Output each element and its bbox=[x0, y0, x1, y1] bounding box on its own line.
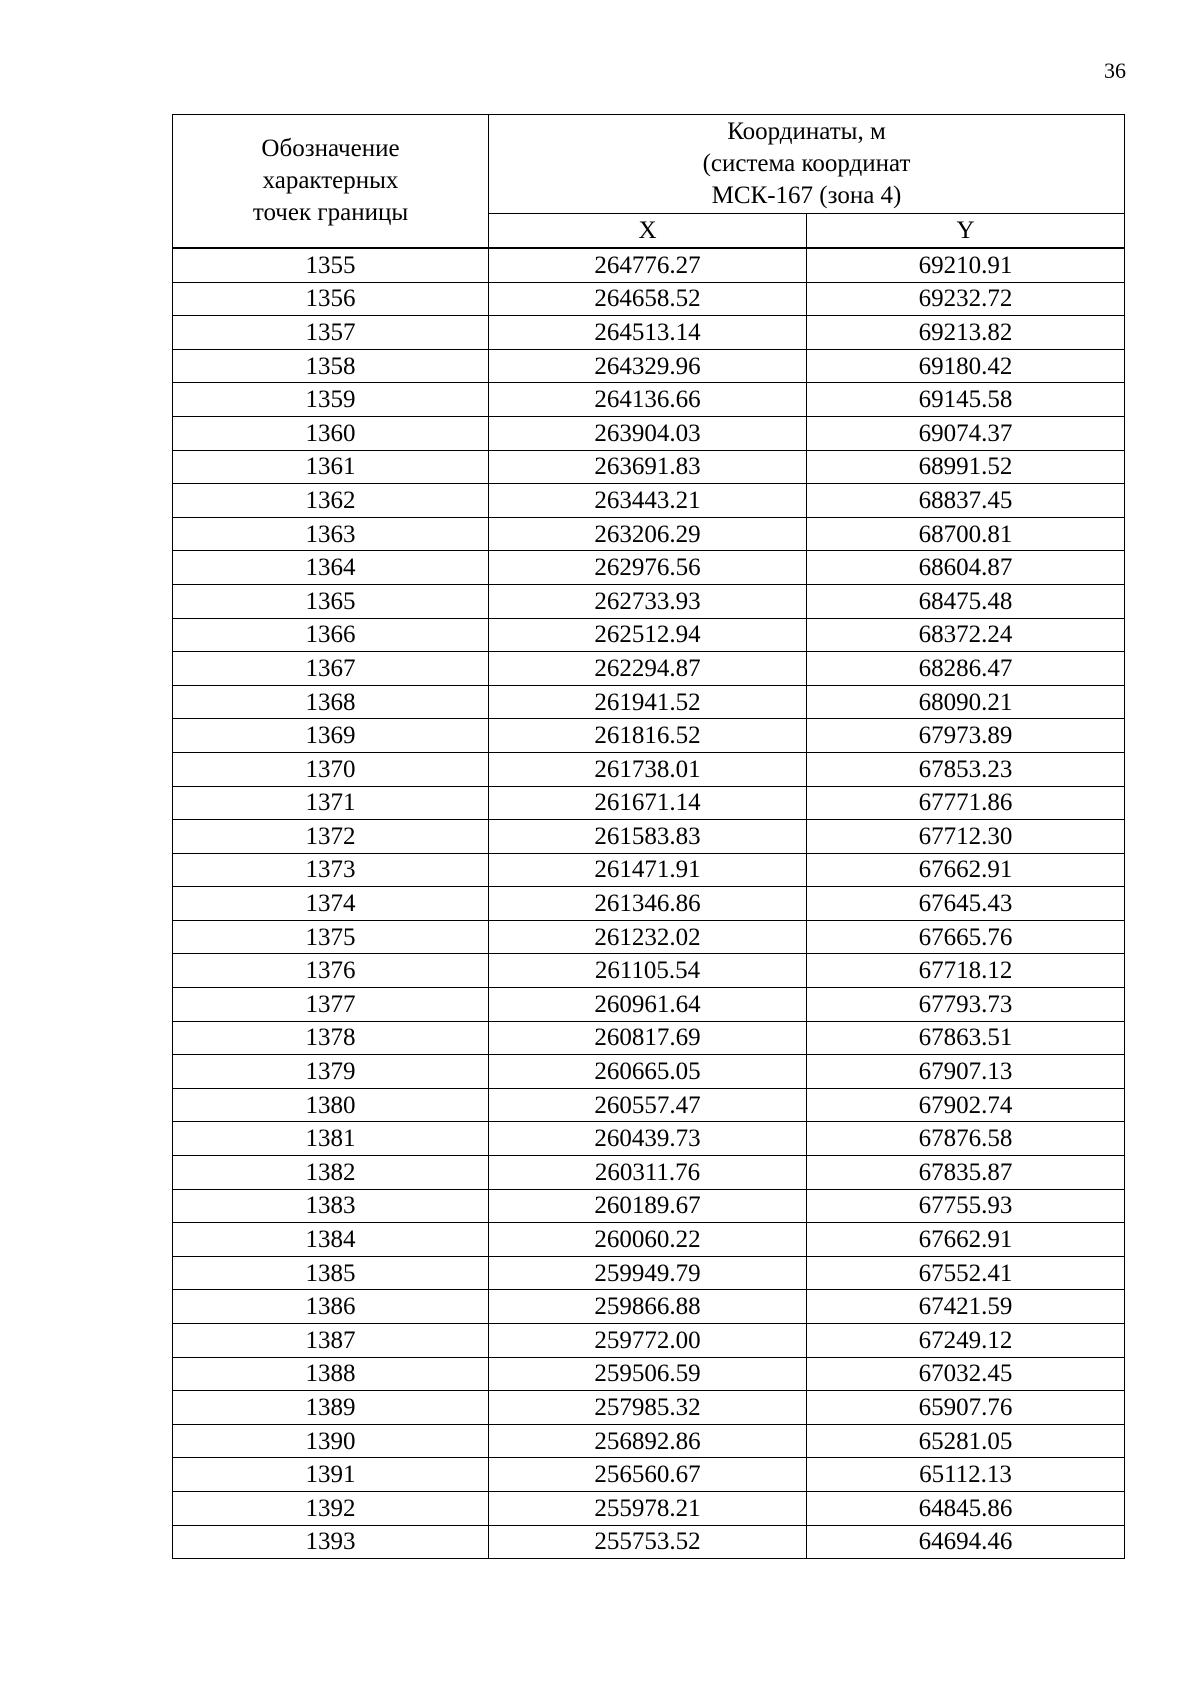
point-id-cell: 1363 bbox=[173, 517, 489, 551]
y-coordinate-cell: 67552.41 bbox=[807, 1256, 1125, 1290]
x-coordinate-cell: 264513.14 bbox=[489, 316, 807, 350]
table-row bbox=[173, 1424, 1125, 1458]
y-coordinate-cell: 67793.73 bbox=[807, 988, 1125, 1022]
point-id-cell: 1379 bbox=[173, 1055, 489, 1089]
table-row bbox=[173, 282, 1125, 316]
point-id-cell: 1355 bbox=[173, 248, 489, 282]
x-coordinate-cell: 262976.56 bbox=[489, 551, 807, 585]
y-coordinate-cell: 67902.74 bbox=[807, 1088, 1125, 1122]
table-row bbox=[173, 685, 1125, 719]
point-label-line: Обозначение bbox=[261, 135, 400, 162]
point-id-cell: 1365 bbox=[173, 584, 489, 618]
point-id-cell: 1376 bbox=[173, 954, 489, 988]
table-row bbox=[173, 1156, 1125, 1190]
y-coordinate-cell: 67863.51 bbox=[807, 1021, 1125, 1055]
table-row bbox=[173, 853, 1125, 887]
x-coordinate-cell: 260665.05 bbox=[489, 1055, 807, 1089]
x-coordinate-cell: 262294.87 bbox=[489, 652, 807, 686]
y-coordinate-cell: 69210.91 bbox=[807, 248, 1125, 282]
y-coordinate-cell: 67755.93 bbox=[807, 1189, 1125, 1223]
y-coordinate-cell: 67662.91 bbox=[807, 1223, 1125, 1257]
point-id-cell: 1369 bbox=[173, 719, 489, 753]
point-id-cell: 1362 bbox=[173, 484, 489, 518]
x-coordinate-cell: 260060.22 bbox=[489, 1223, 807, 1257]
table-row bbox=[173, 484, 1125, 518]
point-id-cell: 1380 bbox=[173, 1088, 489, 1122]
point-id-cell: 1373 bbox=[173, 853, 489, 887]
x-coordinate-cell: 261941.52 bbox=[489, 685, 807, 719]
point-id-cell: 1378 bbox=[173, 1021, 489, 1055]
y-coordinate-cell: 67718.12 bbox=[807, 954, 1125, 988]
x-coordinate-cell: 264776.27 bbox=[489, 248, 807, 282]
y-coordinate-cell: 68700.81 bbox=[807, 517, 1125, 551]
point-id-cell: 1390 bbox=[173, 1424, 489, 1458]
x-coordinate-cell: 263904.03 bbox=[489, 416, 807, 450]
y-coordinate-cell: 64694.46 bbox=[807, 1525, 1125, 1559]
y-coordinate-cell: 68475.48 bbox=[807, 584, 1125, 618]
x-coordinate-cell: 260961.64 bbox=[489, 988, 807, 1022]
point-id-cell: 1391 bbox=[173, 1458, 489, 1492]
point-id-cell: 1382 bbox=[173, 1156, 489, 1190]
point-id-cell: 1383 bbox=[173, 1189, 489, 1223]
point-id-cell: 1372 bbox=[173, 820, 489, 854]
point-id-cell: 1385 bbox=[173, 1256, 489, 1290]
y-coordinate-cell: 69213.82 bbox=[807, 316, 1125, 350]
x-coordinate-cell: 259506.59 bbox=[489, 1357, 807, 1391]
x-coordinate-cell: 256892.86 bbox=[489, 1424, 807, 1458]
point-id-cell: 1392 bbox=[173, 1491, 489, 1525]
point-id-cell: 1361 bbox=[173, 450, 489, 484]
x-coordinate-cell: 263691.83 bbox=[489, 450, 807, 484]
table-row bbox=[173, 1391, 1125, 1425]
y-coordinate-cell: 68604.87 bbox=[807, 551, 1125, 585]
table-row bbox=[173, 954, 1125, 988]
y-coordinate-cell: 67853.23 bbox=[807, 752, 1125, 786]
x-coordinate-cell: 261232.02 bbox=[489, 920, 807, 954]
point-id-cell: 1393 bbox=[173, 1525, 489, 1559]
x-coordinate-cell: 262512.94 bbox=[489, 618, 807, 652]
x-coordinate-cell: 260189.67 bbox=[489, 1189, 807, 1223]
x-coordinate-cell: 263206.29 bbox=[489, 517, 807, 551]
point-label-header bbox=[173, 115, 489, 249]
y-coordinate-cell: 68837.45 bbox=[807, 484, 1125, 518]
x-coordinate-cell: 260311.76 bbox=[489, 1156, 807, 1190]
coordinates-header bbox=[489, 115, 1125, 214]
point-id-cell: 1356 bbox=[173, 282, 489, 316]
x-coordinate-cell: 260817.69 bbox=[489, 1021, 807, 1055]
x-coordinate-cell: 261671.14 bbox=[489, 786, 807, 820]
y-coordinate-cell: 67876.58 bbox=[807, 1122, 1125, 1156]
y-coordinate-cell: 65112.13 bbox=[807, 1458, 1125, 1492]
y-coordinate-cell: 69232.72 bbox=[807, 282, 1125, 316]
point-id-cell: 1389 bbox=[173, 1391, 489, 1425]
y-coordinate-cell: 68286.47 bbox=[807, 652, 1125, 686]
y-coordinate-cell: 64845.86 bbox=[807, 1491, 1125, 1525]
y-coordinate-cell: 69145.58 bbox=[807, 383, 1125, 417]
y-coordinate-cell: 67771.86 bbox=[807, 786, 1125, 820]
table-row bbox=[173, 450, 1125, 484]
table-row bbox=[173, 1055, 1125, 1089]
table-row bbox=[173, 349, 1125, 383]
table-row bbox=[173, 1491, 1125, 1525]
x-coordinate-cell: 255978.21 bbox=[489, 1491, 807, 1525]
coordinates-table bbox=[172, 114, 1125, 1559]
x-coordinate-cell: 255753.52 bbox=[489, 1525, 807, 1559]
table-row bbox=[173, 383, 1125, 417]
y-coordinate-cell: 67907.13 bbox=[807, 1055, 1125, 1089]
point-id-cell: 1359 bbox=[173, 383, 489, 417]
point-label-line: характерных bbox=[262, 167, 399, 194]
x-coordinate-cell: 261738.01 bbox=[489, 752, 807, 786]
table-row bbox=[173, 719, 1125, 753]
table-body bbox=[173, 248, 1125, 1559]
x-coordinate-cell: 257985.32 bbox=[489, 1391, 807, 1425]
table-row bbox=[173, 551, 1125, 585]
point-id-cell: 1387 bbox=[173, 1324, 489, 1358]
y-coordinate-cell: 65907.76 bbox=[807, 1391, 1125, 1425]
table-row bbox=[173, 1290, 1125, 1324]
x-coordinate-cell: 263443.21 bbox=[489, 484, 807, 518]
x-coordinate-cell: 264658.52 bbox=[489, 282, 807, 316]
x-coordinate-cell: 264136.66 bbox=[489, 383, 807, 417]
y-coordinate-cell: 67032.45 bbox=[807, 1357, 1125, 1391]
point-label-line: точек границы bbox=[252, 199, 409, 226]
point-id-cell: 1358 bbox=[173, 349, 489, 383]
point-id-cell: 1386 bbox=[173, 1290, 489, 1324]
point-id-cell: 1371 bbox=[173, 786, 489, 820]
y-coordinate-cell: 67662.91 bbox=[807, 853, 1125, 887]
point-id-cell: 1375 bbox=[173, 920, 489, 954]
point-id-cell: 1364 bbox=[173, 551, 489, 585]
table-row bbox=[173, 1256, 1125, 1290]
x-coordinate-cell: 259772.00 bbox=[489, 1324, 807, 1358]
table-row bbox=[173, 920, 1125, 954]
point-id-cell: 1374 bbox=[173, 887, 489, 921]
table-row bbox=[173, 887, 1125, 921]
y-coordinate-cell: 65281.05 bbox=[807, 1424, 1125, 1458]
table-row bbox=[173, 1088, 1125, 1122]
table-row bbox=[173, 618, 1125, 652]
table-row bbox=[173, 652, 1125, 686]
x-coordinate-cell: 261583.83 bbox=[489, 820, 807, 854]
x-coordinate-cell: 259949.79 bbox=[489, 1256, 807, 1290]
x-coordinate-cell: 264329.96 bbox=[489, 349, 807, 383]
point-id-cell: 1377 bbox=[173, 988, 489, 1022]
table-row bbox=[173, 752, 1125, 786]
point-id-cell: 1366 bbox=[173, 618, 489, 652]
point-id-cell: 1370 bbox=[173, 752, 489, 786]
point-id-cell: 1367 bbox=[173, 652, 489, 686]
point-id-cell: 1357 bbox=[173, 316, 489, 350]
point-id-cell: 1360 bbox=[173, 416, 489, 450]
coordinates-header-line: (система координат bbox=[702, 149, 911, 177]
x-coordinate-cell: 261105.54 bbox=[489, 954, 807, 988]
table-row bbox=[173, 416, 1125, 450]
table-row bbox=[173, 316, 1125, 350]
x-coordinate-cell: 261346.86 bbox=[489, 887, 807, 921]
table-row bbox=[173, 820, 1125, 854]
y-coordinate-cell: 69074.37 bbox=[807, 416, 1125, 450]
x-column-header: X bbox=[489, 213, 807, 248]
y-coordinate-cell: 68090.21 bbox=[807, 685, 1125, 719]
table-row bbox=[173, 584, 1125, 618]
y-coordinate-cell: 67421.59 bbox=[807, 1290, 1125, 1324]
table-row bbox=[173, 1324, 1125, 1358]
x-coordinate-cell: 256560.67 bbox=[489, 1458, 807, 1492]
y-column-header: Y bbox=[807, 213, 1125, 248]
y-coordinate-cell: 67249.12 bbox=[807, 1324, 1125, 1358]
y-coordinate-cell: 67665.76 bbox=[807, 920, 1125, 954]
table-row bbox=[173, 1525, 1125, 1559]
point-id-cell: 1384 bbox=[173, 1223, 489, 1257]
point-id-cell: 1388 bbox=[173, 1357, 489, 1391]
point-id-cell: 1368 bbox=[173, 685, 489, 719]
y-coordinate-cell: 67712.30 bbox=[807, 820, 1125, 854]
coordinates-header-line: Координаты, м bbox=[727, 117, 886, 145]
y-coordinate-cell: 68372.24 bbox=[807, 618, 1125, 652]
y-coordinate-cell: 67645.43 bbox=[807, 887, 1125, 921]
table-row bbox=[173, 1122, 1125, 1156]
table-row bbox=[173, 1223, 1125, 1257]
page-number: 36 bbox=[1104, 58, 1126, 83]
y-coordinate-cell: 67835.87 bbox=[807, 1156, 1125, 1190]
x-coordinate-cell: 262733.93 bbox=[489, 584, 807, 618]
table-row bbox=[173, 517, 1125, 551]
table-row bbox=[173, 1189, 1125, 1223]
x-coordinate-cell: 261816.52 bbox=[489, 719, 807, 753]
table-row bbox=[173, 248, 1125, 282]
x-coordinate-cell: 260439.73 bbox=[489, 1122, 807, 1156]
table-row bbox=[173, 786, 1125, 820]
table-header bbox=[173, 115, 1125, 249]
point-id-cell: 1381 bbox=[173, 1122, 489, 1156]
table-row bbox=[173, 988, 1125, 1022]
y-coordinate-cell: 68991.52 bbox=[807, 450, 1125, 484]
table-row bbox=[173, 1458, 1125, 1492]
y-coordinate-cell: 67973.89 bbox=[807, 719, 1125, 753]
x-coordinate-cell: 259866.88 bbox=[489, 1290, 807, 1324]
y-coordinate-cell: 69180.42 bbox=[807, 349, 1125, 383]
x-coordinate-cell: 261471.91 bbox=[489, 853, 807, 887]
table-row bbox=[173, 1021, 1125, 1055]
table-row bbox=[173, 1357, 1125, 1391]
x-coordinate-cell: 260557.47 bbox=[489, 1088, 807, 1122]
coordinates-header-line: МСК-167 (зона 4) bbox=[711, 181, 902, 209]
